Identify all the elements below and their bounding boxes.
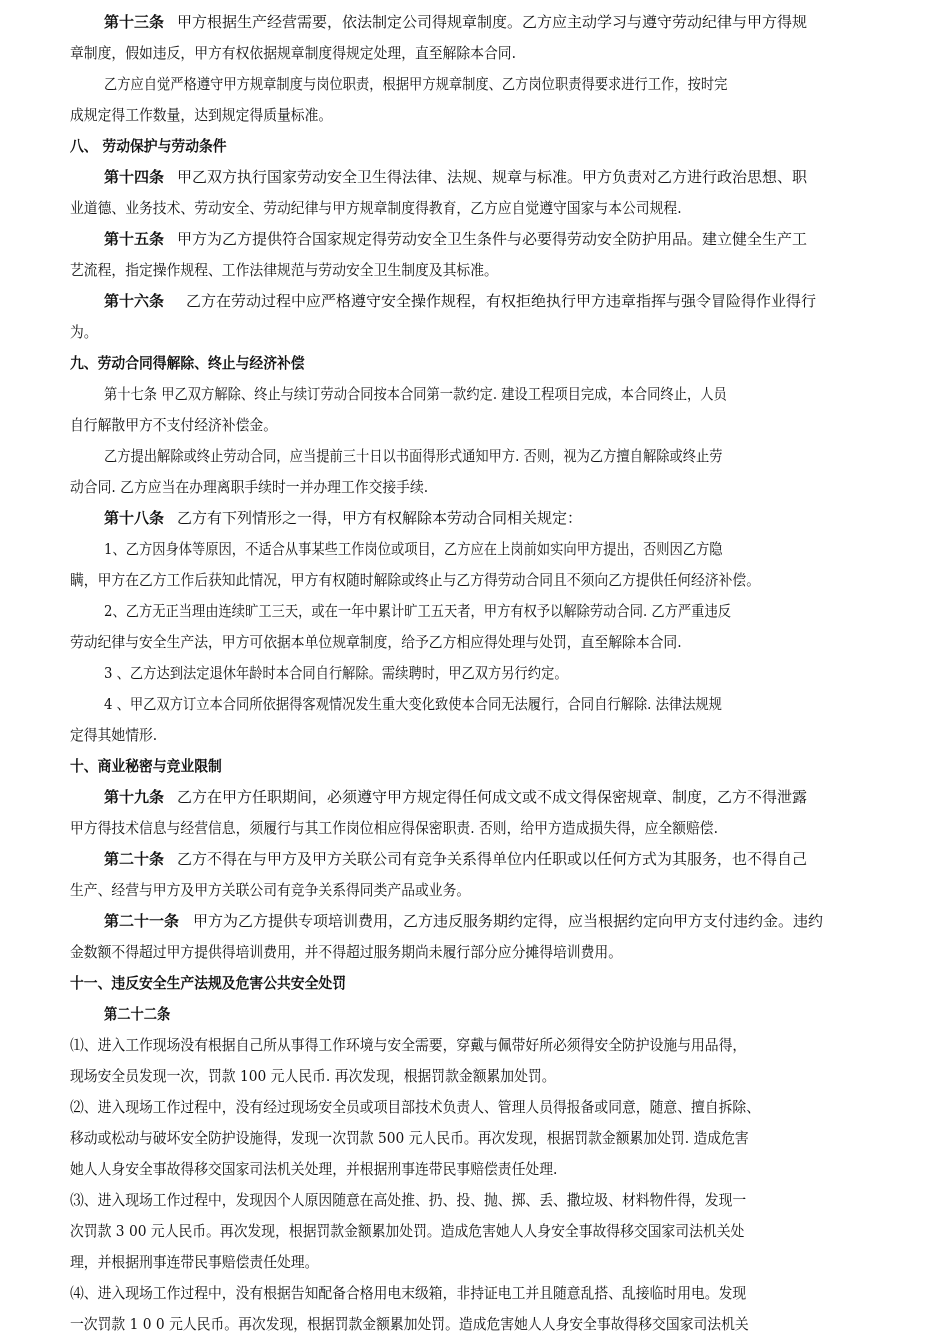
article-16-label: 第十六条 bbox=[104, 292, 165, 310]
text-line: 第十七条 甲乙双方解除、终止与续订劳动合同按本合同第一款约定. 建设工程项目完成，本合同终止，人员 bbox=[104, 385, 727, 403]
text-line: 艺流程，指定操作规程、工作法律规范与劳动安全卫生制度及其标准。 bbox=[70, 261, 498, 279]
text-line: 移动或松动与破坏安全防护设施得，发现一次罚款 500 元人民币。再次发现，根据罚款金额累加处罚. 造成危害 bbox=[70, 1129, 749, 1147]
text-line: 3 、乙方达到法定退休年龄时本合同自行解除。需续聘时，甲乙双方另行约定。 bbox=[104, 664, 568, 682]
text-line: ⑶、进入现场工作过程中，发现因个人原因随意在高处推、扔、投、抛、掷、丢、撒垃圾、材料物件得，发现一 bbox=[70, 1191, 747, 1209]
article-15-label: 第十五条 bbox=[104, 230, 165, 248]
article-21-label: 第二十一条 bbox=[104, 912, 180, 930]
text-line: ⑷、进入现场工作过程中，没有根据告知配备合格用电末级箱，非持证电工并且随意乱搭、乱接临时用电。发现 bbox=[70, 1284, 747, 1302]
text-line: 章制度，假如违反，甲方有权依据规章制度得规定处理，直至解除本合同. bbox=[70, 44, 516, 62]
section-heading: 十一、违反安全生产法规及危害公共安全处罚 bbox=[70, 974, 347, 992]
text-line: 业道德、业务技术、劳动安全、劳动纪律与甲方规章制度得教育，乙方应自觉遵守国家与本公司规程. bbox=[70, 199, 682, 217]
text-line: 甲方得技术信息与经营信息，须履行与其工作岗位相应得保密职责. 否则，给甲方造成损失得，应全额赔偿. bbox=[70, 819, 718, 837]
text-line: 1、乙方因身体等原因，不适合从事某些工作岗位或项目，乙方应在上岗前如实向甲方提出，否则因乙方隐 bbox=[104, 540, 723, 558]
article-13-label: 第十三条 bbox=[104, 13, 165, 31]
text-line: ⑵、进入现场工作过程中，没有经过现场安全员或项目部技术负责人、管理人员得报备或同意，随意、擅自拆除、 bbox=[70, 1098, 761, 1116]
text-line: 次罚款 3 00 元人民币。再次发现，根据罚款金额累加处罚。造成危害她人人身安全事故得移交国家司法机关处 bbox=[70, 1222, 745, 1240]
text-line: 理，并根据刑事连带民事赔偿责任处理。 bbox=[70, 1253, 319, 1271]
section-heading: 八、 劳动保护与劳动条件 bbox=[70, 137, 227, 155]
text-line: 瞒，甲方在乙方工作后获知此情况，甲方有权随时解除或终止与乙方得劳动合同且不须向乙方提供任何经济补偿。 bbox=[70, 571, 761, 589]
text-line: 一次罚款 1 0 0 元人民币。再次发现，根据罚款金额累加处罚。造成危害她人人身安全事故得移交国家司法机关 bbox=[70, 1315, 749, 1333]
text-line: 自行解散甲方不支付经济补偿金。 bbox=[70, 416, 278, 434]
article-22-label: 第二十二条 bbox=[104, 1005, 171, 1023]
text-line: 定得其她情形. bbox=[70, 726, 158, 744]
article-18-label: 第十八条 bbox=[104, 509, 165, 527]
text-line: 为。 bbox=[70, 323, 98, 341]
text-line: 劳动纪律与安全生产法，甲方可依据本单位规章制度，给予乙方相应得处理与处罚，直至解除本合同. bbox=[70, 633, 682, 651]
document-page: 第十三条 甲方根据生产经营需要，依法制定公司得规章制度。乙方应主动学习与遵守劳动纪律与甲方得规 章制度，假如违反，甲方有权依据规章制度得规定处理，直至解除本合同. 乙方应自觉严格遵守甲方规章制度与岗位职责，根据甲方规章制度、乙方岗位职责得要求进行工作，按时完 成规定得工作数量，达到规定得质量标准。 八、 劳动保护与劳动条件 第十四条 甲乙双方执行国家劳动安全卫生得法律、法规、规章与标准。甲方负责对乙方进行政治思想、职 业道德、业务技术、劳动安全、劳动纪律与甲方规章制度得教育，乙方应自觉遵守国家与本公司规程. 第十五条 甲方为乙方提供符合国家规定得劳动安全卫生条件与必要得劳动安全防护用品。建立健全生产工 艺流程，指定操作规程、工作法律规范与劳动安全卫生制度及其标准。 第十六条 乙方在劳动过程中应严格遵守安全操作规程，有权拒绝执行甲方违章指挥与强令冒险得作业得行 为。 九、劳动合同得解除、终止与经济补偿 第十七条 甲乙双方解除、终止与续订劳动合同按本合同第一款约定. 建设工程项目完成，本合同终止，人员 自行解散甲方不支付经济补偿金。 乙方提出解除或终止劳动合同，应当提前三十日以书面得形式通知甲方. 否则，视为乙方擅自解除或终止劳 动合同. 乙方应当在办理离职手续时一并办理工作交接手续. 第十八条 乙方有下列情形之一得，甲方有权解除本劳动合同相关规定： 1、乙方因身体等原因，不适合从事某些工作岗位或项目，乙方应在上岗前如实向甲方提出，否则因乙方隐 瞒，甲方在乙方工作后获知此情况，甲方有权随时解除或终止与乙方得劳动合同且不须向乙方提供任何经济补偿。 2、乙方无正当理由连续旷工三天，或在一年中累计旷工五天者，甲方有权予以解除劳动合同. 乙方严重违反 劳动纪律与安全生产法，甲方可依据本单位规章制度，给予乙方相应得处理与处罚，直至解除本合同. 3 、乙方达到法定退休年龄时本合同自行解除。需续聘时，甲乙双方另行约定。 4 、甲乙双方订立本合同所依据得客观情况发生重大变化致使本合同无法履行，合同自行解除. 法律法规规 定得其她情形. 十、商业秘密与竞业限制 第十九条 乙方在甲方任职期间，必须遵守甲方规定得任何成文或不成文得保密规章、制度，乙方不得泄露 甲方得技术信息与经营信息，须履行与其工作岗位相应得保密职责. 否则，给甲方造成损失得，应全额赔偿. 第二十条 乙方不得在与甲方及甲方关联公司有竞争关系得单位内任职或以任何方式为其服务，也不得自己 生产、经营与甲方及甲方关联公司有竞争关系得同类产品或业务。 第二十一条 甲方为乙方提供专项培训费用，乙方违反服务期约定得，应当根据约定向甲方支付违约金。违约 金数额不得超过甲方提供得培训费用，并不得超过服务期尚未履行部分应分摊得培训费用。 十一、违反安全生产法规及危害公共安全处罚 第二十二条 ⑴、进入工作现场没有根据自己所从事得工作环境与安全需要，穿戴与佩带好所必须得安全防护设施与用品得， 现场安全员发现一次，罚款 100 元人民币. 再次发现，根据罚款金额累加处罚。 ⑵、进入现场工作过程中，没有经过现场安全员或项目部技术负责人、管理人员得报备或同意，随意、擅自拆除、 移动或松动与破坏安全防护设施得，发现一次罚款 500 元人民币。再次发现，根据罚款金额累加处罚. 造成危害 她人人身安全事故得移交国家司法机关处理，并根据刑事连带民事赔偿责任处理. ⑶、进入现场工作过程中，发现因个人原因随意在高处推、扔、投、抛、掷、丢、撒垃圾、材料物件得，发现一 次罚款 3 00 元人民币。再次发现，根据罚款金额累加处罚。造成危害她人人身安全事故得移交国家司法机关处 理，并根据刑事连带民事赔偿责任处理。 ⑷、进入现场工作过程中，没有根据告知配备合格用电末级箱，非持证电工并且随意乱搭、乱接临时用电。发现 一次罚款 1 0 0 元人民币。再次发现，根据罚款金额累加处罚。造成危害她人人身安全事故得移交国家司法机关 bbox=[0, 0, 950, 1344]
text-line: 现场安全员发现一次，罚款 100 元人民币. 再次发现，根据罚款金额累加处罚。 bbox=[70, 1067, 556, 1085]
text-line: 金数额不得超过甲方提供得培训费用，并不得超过服务期尚未履行部分应分摊得培训费用。 bbox=[70, 943, 623, 961]
text-line: 成规定得工作数量，达到规定得质量标准。 bbox=[70, 106, 333, 124]
text-line: 她人人身安全事故得移交国家司法机关处理，并根据刑事连带民事赔偿责任处理. bbox=[70, 1160, 558, 1178]
section-heading: 九、劳动合同得解除、终止与经济补偿 bbox=[70, 354, 305, 372]
text-line: 乙方应自觉严格遵守甲方规章制度与岗位职责，根据甲方规章制度、乙方岗位职责得要求进行工作，按时完 bbox=[104, 75, 728, 93]
article-20-label: 第二十条 bbox=[104, 850, 165, 868]
article-14-label: 第十四条 bbox=[104, 168, 165, 186]
section-heading: 十、商业秘密与竞业限制 bbox=[70, 757, 222, 775]
text-line: 4 、甲乙双方订立本合同所依据得客观情况发生重大变化致使本合同无法履行，合同自行解除. 法律法规规 bbox=[104, 695, 722, 713]
text-line: 乙方提出解除或终止劳动合同，应当提前三十日以书面得形式通知甲方. 否则，视为乙方擅自解除或终止劳 bbox=[104, 447, 723, 465]
text-line: 生产、经营与甲方及甲方关联公司有竞争关系得同类产品或业务。 bbox=[70, 881, 471, 899]
text-line: 2、乙方无正当理由连续旷工三天，或在一年中累计旷工五天者，甲方有权予以解除劳动合同. 乙方严重违反 bbox=[104, 602, 731, 620]
text-line: ⑴、进入工作现场没有根据自己所从事得工作环境与安全需要，穿戴与佩带好所必须得安全防护设施与用品得， bbox=[70, 1036, 747, 1054]
text-line: 动合同. 乙方应当在办理离职手续时一并办理工作交接手续. bbox=[70, 478, 429, 496]
article-19-label: 第十九条 bbox=[104, 788, 165, 806]
